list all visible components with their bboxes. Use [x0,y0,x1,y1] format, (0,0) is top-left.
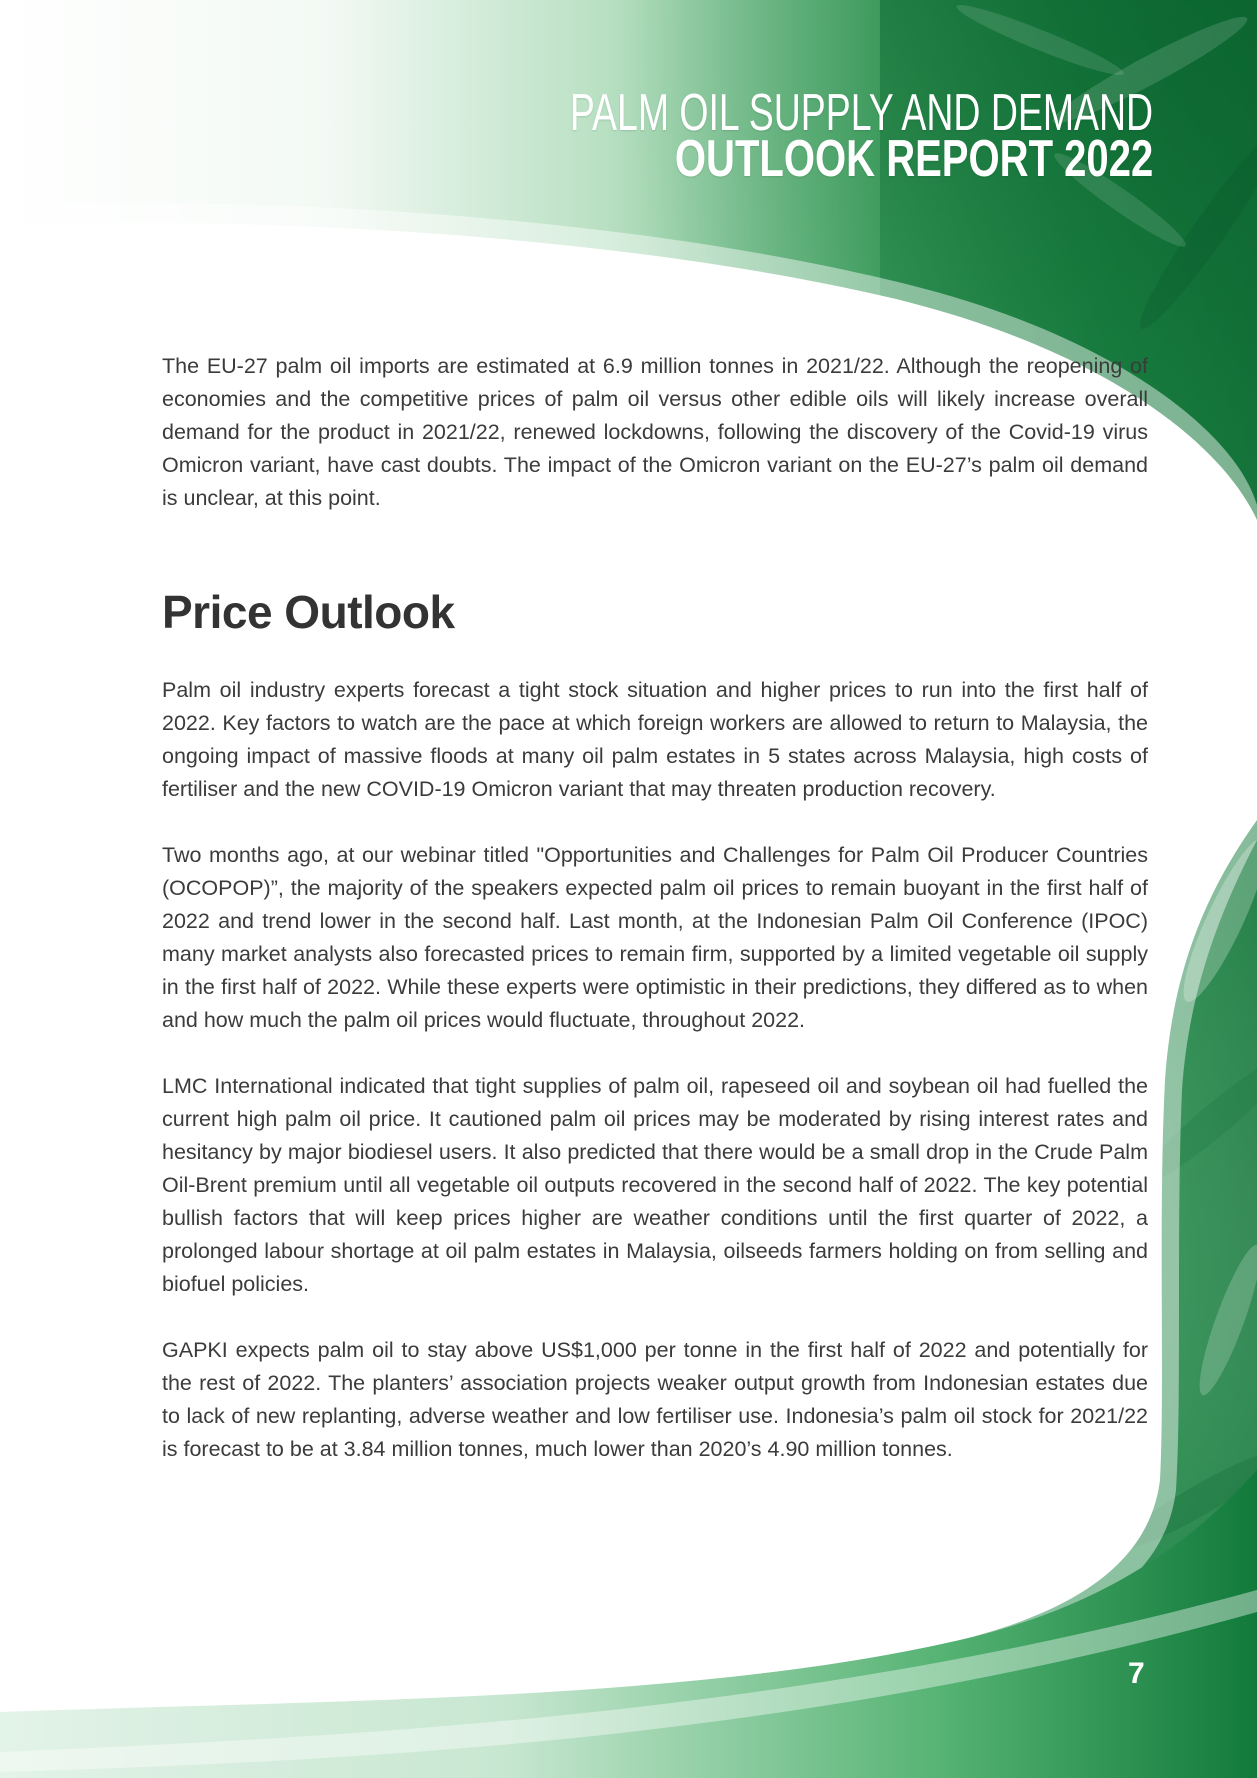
intro-paragraph: The EU-27 palm oil imports are estimated at 6.9 million tonnes in 2021/22. Although the reopening of economies and the competitive prices of palm oil versus other edible oils will likely increase overall demand for the product in 2021/22, renewed lockdowns, following the discovery of the Covid-19 virus Omicron variant, have cast doubts. The impact of the Omicron variant on the EU-27’s palm oil demand is unclear, at this point. [162,354,1148,510]
price-outlook-paragraph-2: Two months ago, at our webinar titled "Opportunities and Challenges for Palm Oil Producer Countries (OCOPOP)”, the majority of the speakers expected palm oil prices to remain buoyant in the first half of 2022 and trend lower in the second half. Last month, at the Indonesian Palm Oil Conference (IPOC) many market analysts also forecasted prices to remain firm, supported by a limited vegetable oil supply in the first half of 2022. While these experts were optimistic in their predictions, they differed as to when and how much the palm oil prices would fluctuate, throughout 2022. [162,843,1148,1032]
page-number: 7 [1128,1657,1145,1690]
section-heading: Price Outlook [162,586,455,638]
report-title-line2-text: OUTLOOK REPORT 2022 [674,130,1153,188]
report-title [253,84,1153,188]
report-title-line1-text: PALM OIL SUPPLY AND DEMAND [569,84,1153,142]
report-title-line2 [253,130,1153,188]
article-body [162,350,1148,1499]
price-outlook-paragraph-1: Palm oil industry experts forecast a tight stock situation and higher prices to run into the first half of 2022. Key factors to watch are the pace at which foreign workers are allowed to return to Malaysia, the ongoing impact of massive floods at many oil palm estates in 5 states across Malaysia, high costs of fertiliser and the new COVID-19 Omicron variant that may threaten production recovery. [162,678,1148,801]
price-outlook-paragraph-3: LMC International indicated that tight supplies of palm oil, rapeseed oil and soybean oil had fuelled the current high palm oil price. It cautioned palm oil prices may be moderated by rising interest rates and hesitancy by major biodiesel users. It also predicted that there would be a small drop in the Crude Palm Oil-Brent premium until all vegetable oil outputs recovered in the second half of 2022. The key potential bullish factors that will keep prices higher are weather conditions until the first quarter of 2022, a prolonged labour shortage at oil palm estates in Malaysia, oilseeds farmers holding on from selling and biofuel policies. [162,1074,1148,1296]
price-outlook-paragraph-4: GAPKI expects palm oil to stay above US$1,000 per tonne in the first half of 2022 and potentially for the rest of 2022. The planters’ association projects weaker output growth from Indonesian estates due to lack of new replanting, adverse weather and low fertiliser use. Indonesia’s palm oil stock for 2021/22 is forecast to be at 3.84 million tonnes, much lower than 2020’s 4.90 million tonnes. [162,1338,1148,1461]
